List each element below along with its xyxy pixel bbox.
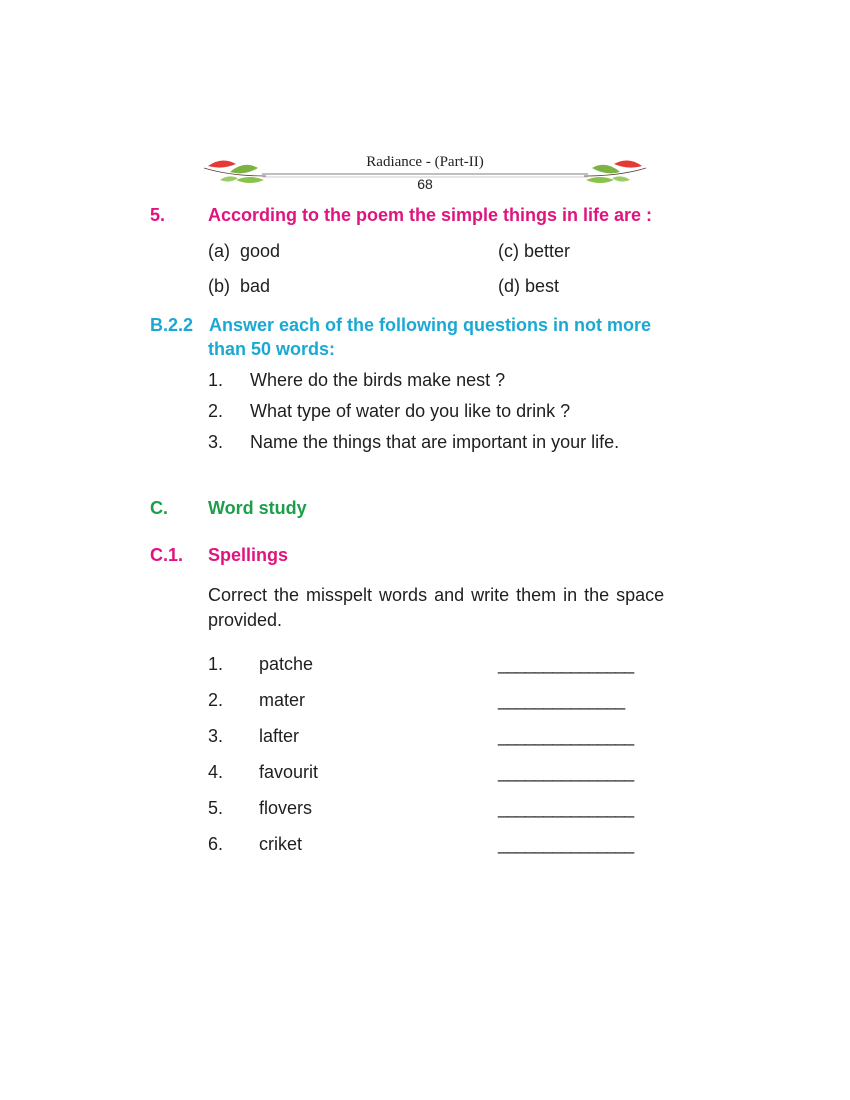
option-label: (b) xyxy=(208,276,230,296)
option-text: bad xyxy=(240,276,271,296)
option-a xyxy=(208,241,280,262)
word-number: 3. xyxy=(208,726,224,746)
answer-blank[interactable]: _______________ xyxy=(498,726,634,746)
section-title-line1: Answer each of the following questions in not more xyxy=(209,315,652,335)
subsection-number: C.1. xyxy=(150,545,184,565)
option-text: good xyxy=(240,241,281,261)
word-number: 1. xyxy=(208,654,224,674)
question-text: Where do the birds make nest ? xyxy=(250,370,506,390)
section-title: Word study xyxy=(208,498,307,518)
section-title-line2: than 50 words: xyxy=(208,339,336,359)
word-number: 2. xyxy=(208,690,224,710)
question-number: 1. xyxy=(208,370,224,390)
misspelt-word: patche xyxy=(259,654,314,674)
answer-blank[interactable]: _______________ xyxy=(498,834,634,854)
misspelt-word: lafter xyxy=(259,726,300,746)
question-number: 3. xyxy=(208,432,224,452)
instruction-line2: provided. xyxy=(208,610,283,630)
book-title: Radiance - (Part-II) xyxy=(366,154,484,170)
subsection-title: Spellings xyxy=(208,545,289,565)
question-number: 5. xyxy=(150,205,166,225)
misspelt-word: flovers xyxy=(259,798,313,818)
option-text: best xyxy=(525,276,560,296)
section-number: C. xyxy=(150,498,168,518)
misspelt-word: favourit xyxy=(259,762,319,782)
word-number: 4. xyxy=(208,762,224,782)
option-label: (c) xyxy=(498,241,519,261)
option-text: better xyxy=(524,241,571,261)
answer-blank[interactable]: _______________ xyxy=(498,654,634,674)
word-number: 5. xyxy=(208,798,224,818)
option-d xyxy=(498,276,559,297)
word-number: 6. xyxy=(208,834,224,854)
misspelt-word: criket xyxy=(259,834,303,854)
misspelt-word: mater xyxy=(259,690,306,710)
instruction-line1: Correct the misspelt words and write them in the space xyxy=(208,585,665,605)
question-text: Name the things that are important in your life. xyxy=(250,432,620,452)
option-c xyxy=(498,241,570,262)
option-label: (a) xyxy=(208,241,230,261)
question-text: According to the poem the simple things in life are : xyxy=(208,205,653,225)
running-header xyxy=(200,150,650,198)
page-number: 68 xyxy=(417,176,433,192)
answer-blank[interactable]: _______________ xyxy=(498,762,634,782)
question-text: What type of water do you like to drink ? xyxy=(250,401,571,421)
option-b xyxy=(208,276,270,297)
answer-blank[interactable]: _______________ xyxy=(498,798,634,818)
question-number: 2. xyxy=(208,401,224,421)
section-number: B.2.2 xyxy=(150,315,194,335)
option-label: (d) xyxy=(498,276,520,296)
answer-blank[interactable]: ______________ xyxy=(498,690,625,710)
